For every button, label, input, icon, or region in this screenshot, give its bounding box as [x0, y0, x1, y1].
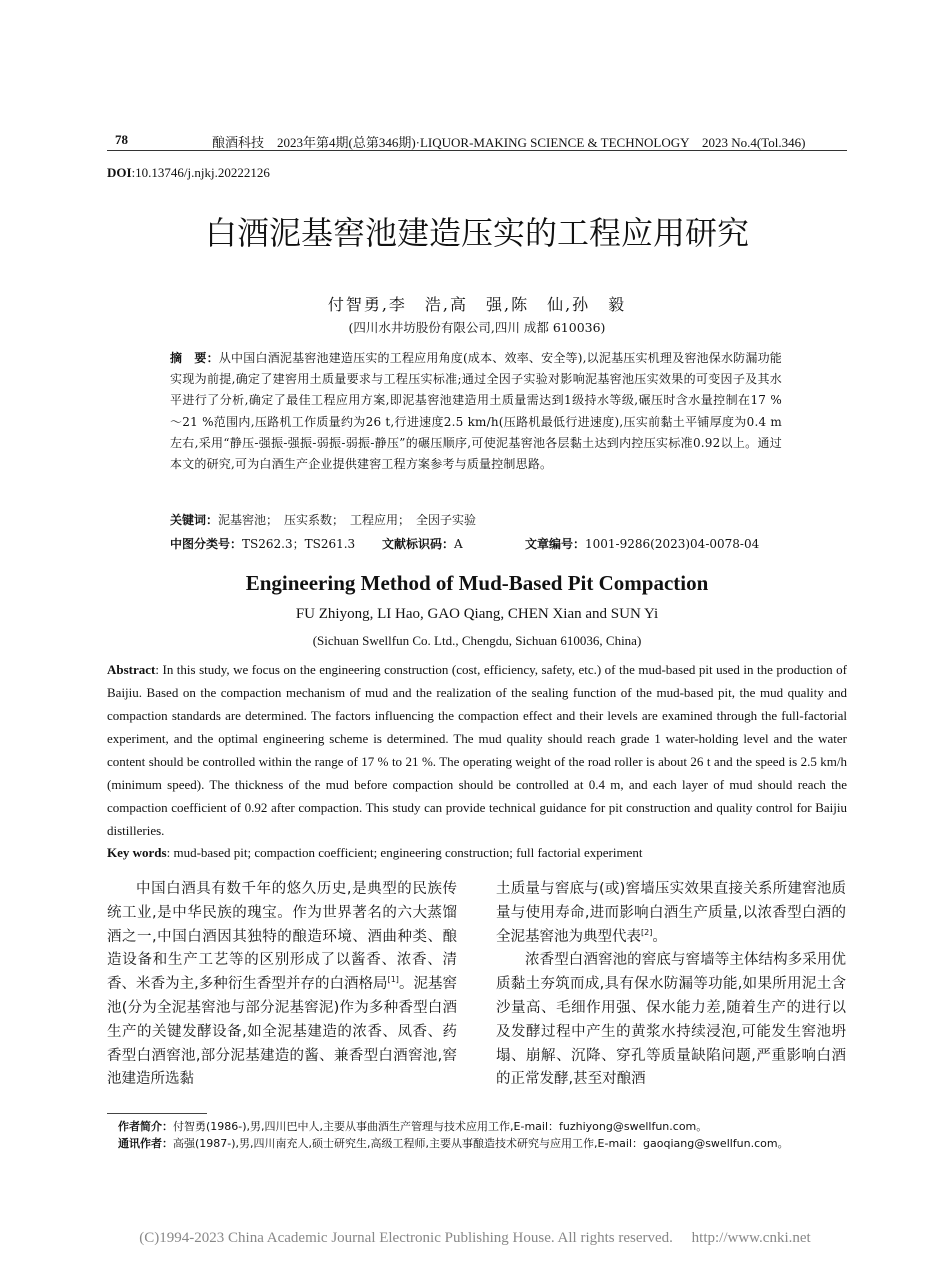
abstract-en-label: Abstract	[107, 662, 156, 677]
footnote-author-label: 作者简介：	[118, 1120, 173, 1133]
page-title: 白酒泥基窖池建造压实的工程应用研究	[204, 214, 749, 252]
abstract-cn-label: 摘 要：	[170, 351, 219, 365]
footnote-author	[118, 1118, 707, 1134]
doi	[107, 165, 270, 181]
abstract-en	[107, 658, 847, 842]
page-number: 78	[115, 132, 128, 147]
authors-cn: 付智勇,李 浩,高 强,陈 仙,孙 毅	[327, 295, 627, 314]
footnote-author-text: 付智勇(1986-),男,四川巴中人,主要从事曲酒生产管理与技术应用工作,E-mail：fuzhiyong@swellfun.com。	[173, 1120, 708, 1133]
abstract-en-text: : In this study, we focus on the engineering construction (cost, efficiency, safety, etc.) of the mud-based pit used in the production of Baijiu. Based on the compaction mechanism of mud and the realization of the sealing function of the mud-based pit, the mud quality and compaction standards are determined. The factors influencing the compaction effect and their levels are examined through the full-factorial experiment, and the optimal engineering scheme is determined. The mud quality should reach grade 1 water-holding level and the water content should be controlled within the range of 17 % to 21 %. The operating weight of the road roller is about 26 t and the speed is 2.5 km/h (minimum speed). The thickness of the mud before compaction should be controlled at 0.4 m, and each layer of mud should reach the compaction coefficient of 0.92 after compaction. This study can provide technical guidance for pit construction and quality control for Baijiu distilleries.	[107, 662, 847, 838]
body-column-left	[107, 878, 457, 1092]
doc-label: 文献标识码：	[382, 537, 455, 551]
authors-en: FU Zhiyong, LI Hao, GAO Qiang, CHEN Xian and SUN Yi	[295, 606, 659, 622]
footnote-corresponding	[118, 1135, 789, 1151]
keywords-en	[107, 845, 643, 861]
keywords-en-text: : mud-based pit; compaction coefficient; engineering construction; full factorial experiment	[166, 845, 643, 860]
clc-label: 中图分类号：	[170, 537, 243, 551]
footnote-corr-label: 通讯作者：	[118, 1137, 173, 1150]
paragraph-text: 土质量与窖底与(或)窖墙压实效果直接关系所建窖池质量与使用寿命,进而影响白酒生产质量,以浓香型白酒的全泥基窖池为典型代表	[496, 881, 846, 945]
copyright-watermark: (C)1994-2023 China Academic Journal Electronic Publishing House. All rights reserved. http://www.cnki.net	[139, 1230, 811, 1246]
citation-ref[interactable]: [2]	[641, 927, 653, 937]
doi-label: DOI	[107, 165, 132, 180]
art-label: 文章编号：	[525, 537, 586, 551]
article-number	[525, 535, 759, 552]
art-value: 1001-9286(2023)04-0078-04	[585, 537, 760, 551]
citation-ref[interactable]: [1]	[387, 975, 399, 985]
footnote-corr-text: 高强(1987-),男,四川南充人,硕士研究生,高级工程师,主要从事酿造技术研究与应用工作,E-mail：gaoqiang@swellfun.com。	[173, 1137, 789, 1150]
keywords-cn	[170, 511, 476, 528]
running-header: 酿酒科技 2023年第4期(总第346期)·LIQUOR-MAKING SCIENCE & TECHNOLOGY 2023 No.4(Tol.346)	[212, 135, 806, 150]
keywords-cn-text: 泥基窖池； 压实系数； 工程应用； 全因子实验	[218, 513, 477, 527]
paragraph	[496, 878, 846, 949]
paragraph	[107, 878, 457, 1092]
affiliation-cn: (四川水井坊股份有限公司,四川 成都 610036)	[348, 320, 606, 335]
paragraph: 浓香型白酒窖池的窖底与窖墙等主体结构多采用优质黏土夯筑而成,具有保水防漏等功能,如果所用泥土含沙量高、毛细作用强、保水能力差,随着生产的进行以及发酵过程中产生的黄浆水持续浸泡,可能发生窖池坍塌、崩解、沉降、穿孔等质量缺陷问题,严重影响白酒的正常发酵,甚至对酿酒	[496, 952, 846, 1088]
clc-code	[170, 535, 355, 552]
footnote-rule	[107, 1113, 207, 1114]
header-rule	[107, 150, 847, 151]
keywords-cn-label: 关键词：	[170, 513, 219, 527]
body-column-right	[496, 878, 846, 1092]
paragraph-text: 中国白酒具有数千年的悠久历史,是典型的民族传统工业,是中华民族的瑰宝。作为世界著名的六大蒸馏酒之一,中国白酒因其独特的酿造环境、酒曲种类、酿造设备和生产工艺等的区别形成了以酱香、浓香、清香、米香为主,多种衍生香型并存的白酒格局	[107, 881, 457, 993]
title-en: Engineering Method of Mud-Based Pit Compaction	[245, 571, 709, 595]
abstract-cn-text: 从中国白酒泥基窖池建造压实的工程应用角度(成本、效率、安全等),以泥基压实机理及窖池保水防漏功能实现为前提,确定了建窖用土质量要求与工程压实标准;通过全因子实验对影响泥基窖池压实效果的可变因子及其水平进行了分析,确定了最佳工程应用方案,即泥基窖池建造用土质量需达到1级持水等级,碾压时含水量控制在17 %～21 %范围内,压路机工作质量约为26 t,行进速度2.5 km/h(压路机最低行进速度),压实前黏土平铺厚度为0.4 m左右,采用“静压-强振-强振-弱振-弱振-静压”的碾压顺序,可使泥基窖池各层黏土达到内控压实标准0.92以上。通过本文的研究,可为白酒生产企业提供建窖工程方案参考与质量控制思路。	[170, 351, 782, 472]
affiliation-en: (Sichuan Swellfun Co. Ltd., Chengdu, Sichuan 610036, China)	[312, 633, 642, 648]
keywords-en-label: Key words	[107, 845, 167, 860]
abstract-cn	[170, 348, 782, 475]
paragraph-text: 。泥基窖池(分为全泥基窖池与部分泥基窖泥)作为多种香型白酒生产的关键发酵设备,如全泥基建造的浓香、凤香、药香型白酒窖池,部分泥基建造的酱、兼香型白酒窖池,窖池建造所选黏	[107, 976, 458, 1088]
doc-value: A	[454, 537, 463, 551]
paragraph-text: 。	[652, 928, 667, 945]
doi-value[interactable]: :10.13746/j.njkj.20222126	[131, 165, 270, 180]
clc-value: TS262.3；TS261.3	[242, 537, 356, 551]
doc-code	[382, 535, 463, 552]
